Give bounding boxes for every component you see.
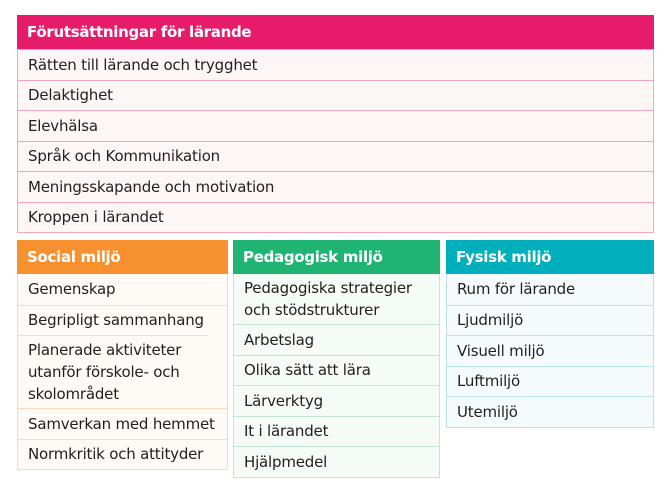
pedagogisk-item: Lärverktyg <box>234 385 439 416</box>
fysisk-miljo-header: Fysisk miljö <box>446 240 654 274</box>
fysisk-item: Luftmiljö <box>447 366 653 397</box>
pedagogisk-miljo-header: Pedagogisk miljö <box>233 240 440 274</box>
fysisk-miljo-block <box>446 240 654 428</box>
forutsattningar-item: Meningsskapande och motivation <box>18 171 653 202</box>
forutsattningar-header: Förutsättningar för lärande <box>17 15 654 49</box>
pedagogisk-item: Pedagogiska strategier och stödstrukturer <box>244 279 412 319</box>
social-miljo-header: Social miljö <box>17 240 228 274</box>
social-item: Planerade aktiviteter utanför förskole- och skolområdet <box>18 335 208 408</box>
forutsattningar-item: Elevhälsa <box>18 110 653 141</box>
social-item: Gemenskap <box>28 280 116 299</box>
social-miljo-block <box>17 240 228 470</box>
pedagogisk-item: It i lärandet <box>234 416 439 447</box>
pedagogisk-item: Olika sätt att lära <box>234 355 439 386</box>
fysisk-item: Rum för lärande <box>457 280 576 299</box>
social-item: Normkritik och attityder <box>18 439 227 470</box>
forutsattningar-item: Kroppen i lärandet <box>18 202 653 233</box>
fysisk-item: Visuell miljö <box>447 335 653 366</box>
pedagogisk-miljo-block <box>233 240 440 478</box>
pedagogisk-item: Hjälpmedel <box>234 446 439 477</box>
pedagogisk-item: Arbetslag <box>234 324 439 355</box>
social-item: Samverkan med hemmet <box>18 408 227 439</box>
fysisk-item: Ljudmiljö <box>447 305 653 336</box>
forutsattningar-item: Delaktighet <box>18 80 653 111</box>
forutsattningar-item: Rätten till lärande och trygghet <box>18 49 653 80</box>
social-item: Begripligt sammanhang <box>18 305 227 336</box>
forutsattningar-block <box>17 15 654 233</box>
fysisk-item: Utemiljö <box>447 396 653 427</box>
forutsattningar-item: Språk och Kommunikation <box>18 141 653 172</box>
